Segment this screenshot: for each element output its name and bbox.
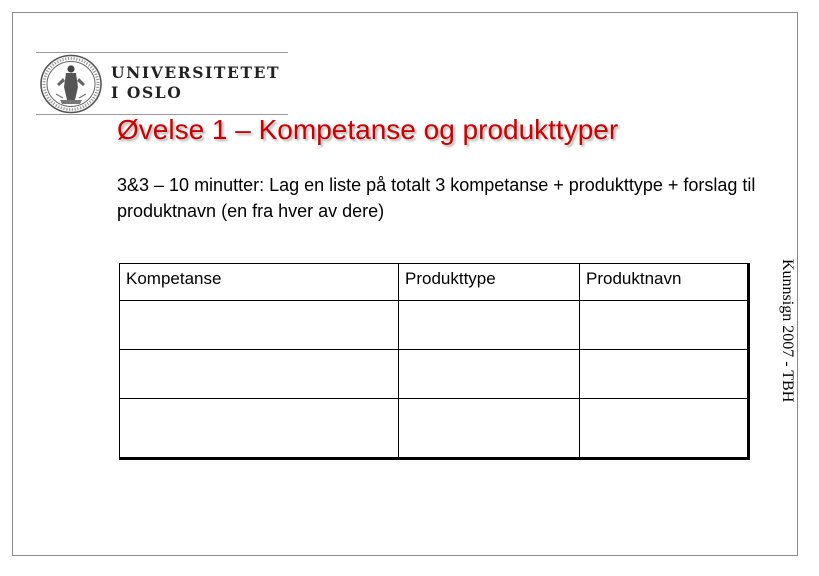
header-produkttype: Produkttype [405, 269, 496, 288]
university-logo [36, 52, 288, 114]
table-cell [580, 350, 749, 399]
table-cell [120, 350, 399, 399]
university-seal-icon [36, 54, 106, 114]
exercise-table [119, 263, 750, 460]
header-produktnavn: Produktnavn [586, 269, 682, 288]
table-row [120, 399, 749, 459]
table-header-cell [399, 264, 580, 301]
table-row [120, 301, 749, 350]
table-cell [399, 350, 580, 399]
table-cell [399, 301, 580, 350]
table-cell [120, 301, 399, 350]
university-name [111, 63, 280, 103]
table-cell [399, 399, 580, 459]
table-cell [580, 399, 749, 459]
table-header-cell [120, 264, 399, 301]
slide-instructions: 3&3 – 10 minutter: Lag en liste på totalt 3 kompetanse + produkttype + forslag til produktnavn (en fra hver av dere) [117, 175, 756, 221]
table-header-cell [580, 264, 749, 301]
slide-title: Øvelse 1 – Kompetanse og produkttyper [117, 114, 619, 145]
university-name-line2: I OSLO [111, 83, 183, 102]
header-kompetanse: Kompetanse [126, 269, 222, 288]
table-header-row [120, 264, 749, 301]
table-cell [120, 399, 399, 459]
table-cell [580, 301, 749, 350]
university-name-line1: UNIVERSITETET [111, 63, 281, 82]
side-footer-label: Kunnsign 2007 - TBH [779, 259, 796, 403]
logo-top-rule [36, 52, 288, 53]
table-row [120, 350, 749, 399]
